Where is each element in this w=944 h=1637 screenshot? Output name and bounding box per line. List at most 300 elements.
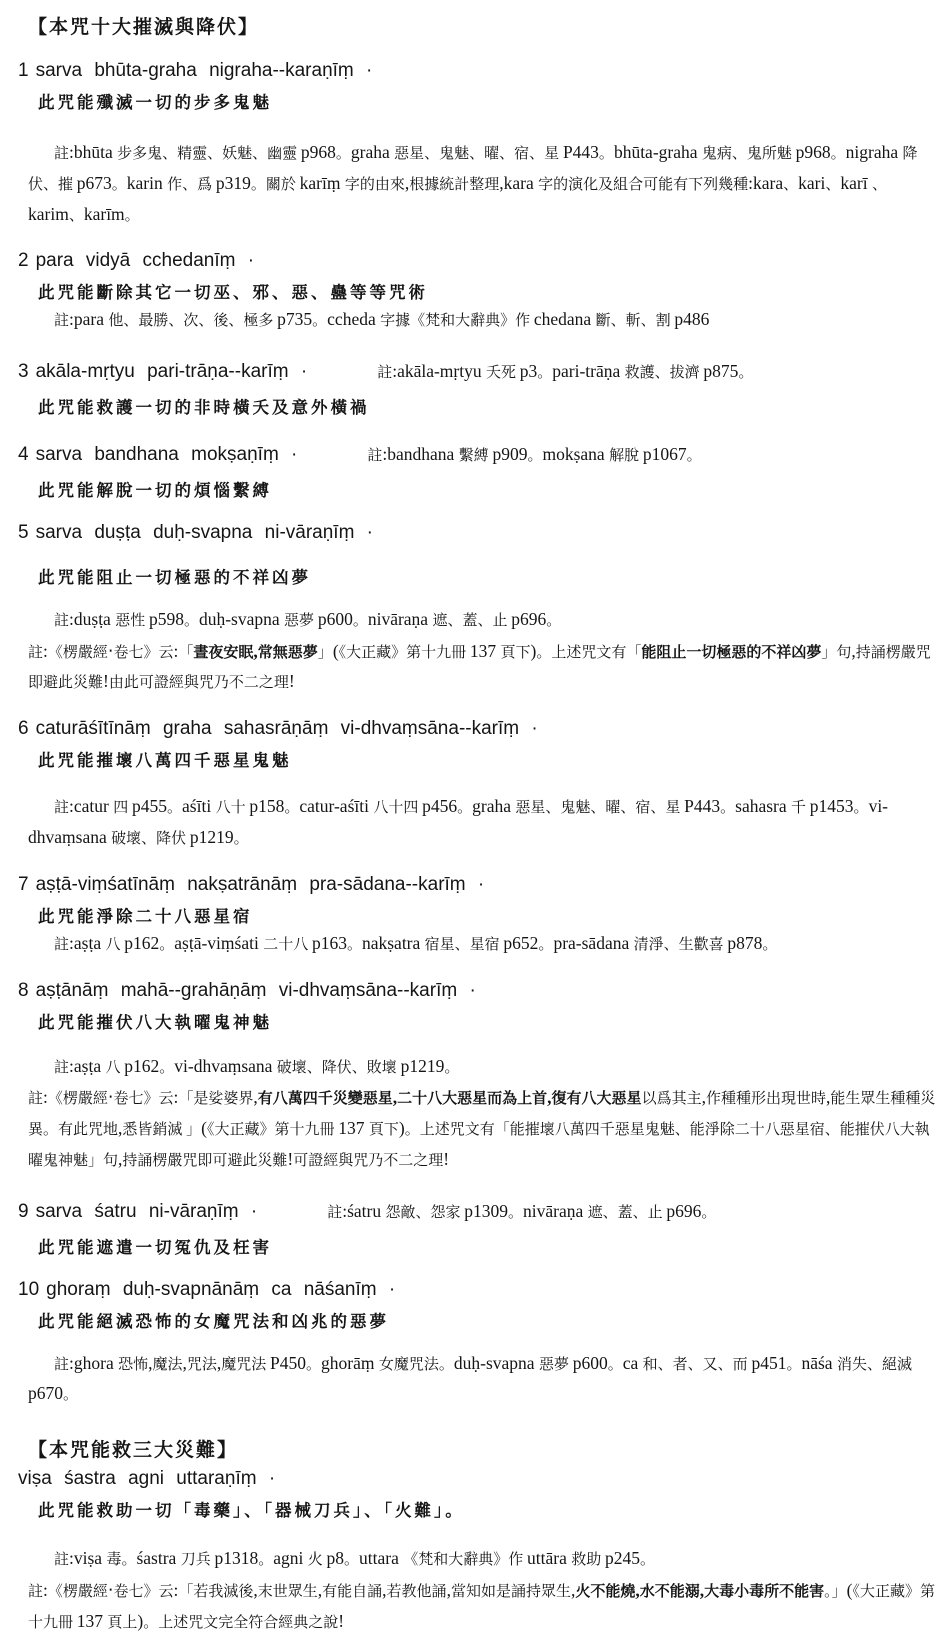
note-latin-term: :para [69, 309, 109, 330]
mantra-item [18, 874, 936, 959]
note-cjk-text: 註 [54, 936, 70, 953]
chinese-translation: 此咒能摧伏八大執曜鬼神魅 [38, 1012, 272, 1032]
note-cjk-text: 救助 [571, 1552, 605, 1569]
note-cjk-text: 註 [54, 1356, 70, 1373]
notes-group [18, 791, 936, 853]
note-cjk-text: 「是娑婆界 [178, 1091, 254, 1108]
note-cjk-text: 惡星、鬼魅、曜、宿、星 [515, 800, 685, 817]
note-latin-term: 137 [338, 1118, 369, 1139]
note-cjk-text: 《楞嚴經 [47, 644, 108, 661]
note-cjk-text: 咒法 [186, 1356, 217, 1373]
sanskrit-row [18, 980, 936, 1002]
note-cjk-text: 」句 [821, 644, 852, 661]
note-latin-term: ! [287, 1148, 294, 1169]
note-cjk-text: 頁下 [500, 644, 531, 661]
mantra-item [18, 356, 936, 418]
note-latin-term: p600 [572, 1352, 608, 1373]
note-cjk-text: 水不能溺 [639, 1583, 700, 1600]
note-cjk-text: 《大正藏》第十九冊 [206, 1122, 339, 1139]
sanskrit-text: sarva bandhana mokṣaṇīṃ · [35, 443, 298, 465]
note-cjk-text: 惡夢 [538, 1356, 573, 1373]
note-latin-term: nivāraṇa [523, 1200, 588, 1221]
note-latin-term: chedana [533, 309, 596, 330]
notes-group [18, 304, 936, 335]
note-latin-term: p670 [28, 1383, 63, 1404]
note-cjk-text: 。 [312, 313, 328, 330]
note-latin-term: : [43, 640, 48, 661]
note-latin-term: p1219 [400, 1055, 445, 1076]
note-latin-term: p1309 [464, 1200, 508, 1221]
note-cjk-text: 字的由來 [344, 176, 405, 193]
note-cjk-text: 。 [457, 800, 473, 817]
sanskrit-row [18, 356, 936, 387]
note-cjk-text: 註 [54, 800, 70, 817]
note-cjk-text: 。上述咒文有「 [536, 644, 642, 661]
note-latin-term: nigraha [845, 142, 903, 162]
note-latin-term: , [216, 1352, 222, 1373]
note-cjk-text: 可證經與咒乃不二之理 [293, 1152, 444, 1169]
sanskrit-text: sarva duṣṭa duḥ-svapna ni-vāraṇīṃ · [35, 521, 374, 543]
note-cjk-text: 卷七》云 [113, 1583, 174, 1600]
mantra-item [18, 60, 936, 229]
note-latin-term: p486 [674, 309, 710, 330]
note-latin-term: :aṣṭa [69, 1055, 106, 1076]
note-cjk-text: 。 [233, 830, 249, 847]
note-latin-term: , [446, 1579, 451, 1600]
note-latin-term: : [173, 1579, 179, 1600]
note-latin-term: agni [273, 1548, 308, 1569]
note-cjk-text: 千 [791, 800, 810, 817]
mantra-item [18, 1468, 936, 1636]
sanskrit-text: akāla-mṛtyu pari-trāṇa--karīṃ · [35, 361, 308, 383]
item-number: 5 [18, 521, 29, 543]
note-cjk-text: 」 [317, 644, 333, 661]
note-latin-term: p968 [300, 142, 336, 162]
note-latin-term: , [404, 172, 410, 193]
note-latin-term: ‧ [107, 640, 114, 661]
sanskrit-line [18, 718, 538, 740]
item-number: 9 [18, 1200, 29, 1222]
note-latin-term: mokṣana [542, 443, 610, 464]
note-paragraph [28, 1348, 936, 1410]
note-cjk-text: 和、者、又、而 [642, 1356, 752, 1373]
note-latin-term: p8 [326, 1548, 345, 1569]
sanskrit-line [18, 522, 373, 544]
sanskrit-row [18, 874, 936, 896]
note-cjk-text: 、 [825, 176, 841, 193]
sanskrit-row [18, 1279, 936, 1301]
note-latin-term: p451 [751, 1352, 787, 1373]
note-latin-term: :viṣa [69, 1548, 107, 1569]
note-cjk-text: 怨敵、怨家 [385, 1204, 465, 1221]
note-cjk-text: 。上述咒文有「能摧壞八萬四千惡星鬼魅、能淨除二十八惡星宿、能摧伏八大執曜鬼神魅」句 [28, 1122, 930, 1169]
note-latin-term: p455 [132, 796, 167, 817]
note-latin-term: : [43, 1087, 48, 1108]
note-cjk-text: 破壞、降伏 [111, 830, 190, 847]
notes-group [18, 928, 936, 959]
note-latin-term: p162 [124, 932, 160, 953]
note-cjk-text: 復有八大惡星 [551, 1091, 642, 1108]
note-cjk-text: 。 [786, 1356, 802, 1373]
note-cjk-text: 註 [54, 612, 70, 629]
note-cjk-text: 《楞嚴經 [47, 1583, 108, 1600]
note-cjk-text: 字的演化及組合可能有下列幾種 [538, 176, 749, 193]
note-cjk-text: 。 [63, 1387, 79, 1404]
notes-group [18, 137, 936, 229]
note-cjk-text: 。 [546, 612, 562, 629]
note-inline [367, 439, 701, 470]
note-latin-term: nakṣatra [361, 932, 425, 953]
note-cjk-text: 夭死 [485, 365, 520, 382]
note-latin-term: graha [350, 142, 395, 162]
note-cjk-text: 若教他誦 [386, 1583, 447, 1600]
note-cjk-text: 火 [307, 1552, 327, 1569]
note-cjk-text: 。關於 [250, 176, 300, 193]
note-cjk-text: 字據《梵和大辭典》作 [380, 313, 534, 330]
note-latin-term: karim [28, 203, 69, 224]
note-latin-term: p1219 [189, 826, 234, 847]
note-cjk-text: 八十四 [373, 800, 423, 817]
note-cjk-text: 註 [54, 313, 70, 330]
note-latin-term: ( [846, 1579, 853, 1600]
note-latin-term: p673 [76, 172, 112, 193]
section-header-ten-subjugations: 【本咒十大摧滅與降伏】 [28, 17, 260, 38]
note-latin-term: p3 [519, 361, 538, 382]
note-latin-term: p1067 [642, 443, 687, 464]
note-cjk-text: 。 [159, 1059, 175, 1076]
mantra-item [18, 980, 936, 1175]
note-cjk-text: 他、最勝、次、後、極多 [108, 313, 278, 330]
note-cjk-text: 。 [167, 800, 183, 817]
note-cjk-text: 註 [28, 1091, 44, 1108]
sanskrit-text: caturāśītīnāṃ graha sahasrāṇāṃ vi-dhvaṃsāna--karīṃ · [35, 718, 538, 740]
note-cjk-text: 二十八 [263, 936, 312, 953]
chinese-translation: 此咒能遮遣一切冤仇及枉害 [38, 1237, 272, 1257]
sanskrit-line [18, 444, 297, 466]
note-cjk-text: 。 [537, 365, 553, 382]
note-latin-term: , [382, 1579, 387, 1600]
note-latin-term: :duṣṭa [69, 608, 116, 629]
note-latin-term: nāśa [801, 1352, 837, 1373]
note-cjk-text: 繫縛 [458, 447, 493, 464]
note-cjk-text: 。 [183, 612, 199, 629]
note-latin-term: duḥ-svapna [453, 1352, 539, 1373]
section-2-items [18, 1468, 936, 1636]
note-paragraph [28, 1082, 936, 1174]
note-cjk-text: 四 [113, 800, 132, 817]
note-latin-term: vi-dhvaṃsana [28, 796, 889, 847]
note-cjk-text: 晝夜安眠 [193, 644, 254, 661]
note-latin-term: p1318 [214, 1548, 259, 1569]
note-cjk-text: 鬼病、鬼所魅 [701, 146, 796, 162]
note-cjk-text: 註 [54, 1552, 70, 1569]
note-cjk-text: 。 [527, 447, 543, 464]
note-paragraph [28, 1051, 936, 1082]
note-cjk-text: 「若我滅後 [178, 1583, 254, 1600]
note-cjk-text: 八 [105, 1059, 125, 1076]
note-latin-term: aśīti [182, 796, 216, 817]
note-latin-term: p696 [666, 1200, 702, 1221]
note-cjk-text: 。 [508, 1204, 524, 1221]
note-cjk-text: 有能自誦 [322, 1583, 383, 1600]
note-cjk-text: 《大正藏》第十九冊 [338, 644, 470, 661]
note-cjk-text: 頁下 [368, 1122, 399, 1139]
note-cjk-text: 悉皆銷滅 」 [122, 1122, 202, 1139]
note-cjk-text: 。 [444, 1059, 460, 1076]
note-cjk-text: 。 [686, 447, 702, 464]
note-latin-term: , [635, 1579, 640, 1600]
note-latin-term: :bandhana [382, 443, 459, 464]
note-cjk-text: 根據統計整理 [409, 176, 500, 193]
note-cjk-text: 註 [327, 1204, 343, 1221]
note-cjk-text: 註 [367, 447, 383, 464]
chinese-translation: 此咒能摧壞八萬四千惡星鬼魅 [38, 751, 292, 771]
sanskrit-line [18, 361, 307, 383]
note-latin-term: :catur [69, 796, 114, 817]
note-latin-term: , [148, 1352, 153, 1373]
item-number: 3 [18, 361, 29, 383]
notes-group [18, 604, 936, 697]
note-cjk-text: 魔法 [152, 1356, 183, 1373]
note-latin-term: ca [622, 1352, 643, 1373]
note-cjk-text: 。 [607, 1356, 623, 1373]
note-cjk-text: 惡星、鬼魅、曜、宿、星 [394, 146, 563, 162]
sanskrit-text: sarva śatru ni-vāraṇīṃ · [35, 1200, 258, 1222]
note-latin-term: ghorāṃ [321, 1352, 379, 1373]
note-paragraph [28, 636, 936, 698]
note-cjk-text: 作種種形出現世時 [705, 1091, 826, 1108]
note-cjk-text: 《大正藏》第十九冊 [28, 1583, 935, 1631]
sanskrit-row [18, 439, 936, 470]
sanskrit-line [18, 874, 484, 896]
note-paragraph [28, 304, 936, 335]
note-latin-term: ! [103, 671, 109, 692]
note-latin-term: pra-sādana [553, 932, 634, 953]
note-latin-term: ) [530, 640, 537, 661]
sanskrit-row [18, 522, 936, 544]
note-latin-term: karīṃ [299, 172, 345, 193]
note-latin-term: karīm [83, 203, 125, 224]
note-latin-term: p968 [795, 142, 831, 162]
note-cjk-text: 。 [284, 800, 300, 817]
note-cjk-text: 持誦楞嚴咒即避此災難 [28, 644, 931, 692]
note-latin-term: uttara [359, 1548, 404, 1569]
note-cjk-text: 註 [28, 644, 44, 661]
note-latin-term: , [547, 1087, 552, 1108]
note-latin-term: p600 [317, 608, 353, 629]
note-cjk-text: 惡性 [115, 612, 149, 629]
note-latin-term: P443 [684, 796, 721, 817]
note-latin-term: p696 [511, 608, 547, 629]
chinese-translation: 此咒能救助一切「毒藥」、「器械刀兵」、「火難」。 [38, 1501, 465, 1521]
note-latin-term: ! [338, 1610, 345, 1631]
note-latin-term: pari-trāṇa [552, 361, 625, 382]
note-latin-term: ) [137, 1610, 144, 1631]
note-cjk-text: 、 [68, 207, 84, 224]
mantra-item [18, 1279, 936, 1410]
note-cjk-text: 毒。 [106, 1552, 137, 1569]
note-cjk-text: 魔咒法 [221, 1356, 271, 1373]
note-cjk-text: 步多鬼、精靈、妖魅、幽靈 [117, 146, 301, 162]
note-cjk-text: 《梵和大辭典》作 [403, 1552, 528, 1569]
note-latin-term: nivāraṇa [367, 608, 433, 629]
sanskrit-line [18, 250, 254, 272]
note-cjk-text: 遮、蓋、止 [587, 1204, 667, 1221]
note-cjk-text: 遮、蓋、止 [432, 612, 512, 629]
sanskrit-row [18, 250, 936, 272]
mantra-item [18, 718, 936, 853]
note-cjk-text: 。 [762, 936, 778, 953]
note-paragraph [28, 604, 936, 635]
note-latin-term: śastra [136, 1548, 181, 1569]
note-cjk-text: 。 [111, 176, 127, 193]
note-latin-term: : [173, 640, 179, 661]
note-cjk-text: 。 [124, 207, 140, 224]
note-cjk-text: 恐怖 [118, 1356, 149, 1373]
chinese-translation: 此咒能解脫一切的煩惱繫縛 [38, 480, 272, 500]
note-latin-term: ‧ [107, 1579, 114, 1600]
note-latin-term: P443 [562, 142, 599, 162]
note-paragraph [28, 928, 936, 959]
note-latin-term: :śatru [342, 1200, 386, 1221]
note-paragraph [28, 1543, 936, 1574]
sanskrit-text: sarva bhūta-graha nigraha--karaṇīṃ · [35, 60, 373, 81]
note-latin-term: , [701, 1087, 706, 1108]
note-cjk-text: 註 [28, 1583, 44, 1600]
note-cjk-text: 救護、拔濟 [624, 365, 704, 382]
note-latin-term: uttāra [527, 1548, 572, 1569]
note-cjk-text: 大毒小毒所不能害 [704, 1583, 825, 1600]
chinese-translation: 此咒能殲滅一切的步多鬼魅 [38, 93, 272, 112]
note-latin-term: :akāla-mṛtyu [392, 361, 486, 382]
note-latin-term: , [118, 1118, 123, 1139]
mantra-item [18, 250, 936, 335]
note-latin-term: , [392, 1087, 398, 1108]
note-cjk-text: 作、爲 [167, 176, 216, 193]
note-latin-term: ( [332, 640, 339, 661]
note-inline [327, 1196, 716, 1227]
note-cjk-text: 當知如是誦持眾生 [450, 1583, 571, 1600]
note-latin-term: p878 [727, 932, 763, 953]
note-cjk-text: 。」 [824, 1583, 847, 1600]
note-cjk-text: 二十八大惡星而為上首 [397, 1091, 548, 1108]
note-latin-term: :aṣṭa [69, 932, 106, 953]
note-latin-term: 137 [469, 640, 501, 661]
note-cjk-text: 降伏、摧 [28, 146, 918, 193]
sanskrit-text: ghoraṃ duḥ-svapnānāṃ ca nāśanīṃ · [46, 1278, 396, 1300]
note-paragraph [28, 137, 936, 229]
notes-group [18, 1051, 936, 1175]
note-cjk-text: 破壞、降伏、敗壞 [276, 1059, 401, 1076]
note-latin-term: , [570, 1579, 576, 1600]
note-cjk-text: 。 [352, 612, 368, 629]
note-latin-term: karin [126, 172, 168, 193]
note-cjk-text: 註 [54, 146, 70, 162]
note-cjk-text: 以爲其主 [641, 1091, 702, 1108]
note-latin-term: p735 [277, 309, 313, 330]
note-latin-term: ccheda [327, 309, 381, 330]
sanskrit-line [18, 980, 476, 1002]
note-cjk-text: 刀兵 [180, 1552, 215, 1569]
note-cjk-text: 、 [783, 176, 799, 193]
mantra-item [18, 439, 936, 501]
note-latin-term: :bhūta [69, 142, 118, 162]
note-latin-term: , [825, 1087, 831, 1108]
note-latin-term: p652 [503, 932, 539, 953]
item-number: 7 [18, 873, 29, 895]
sanskrit-text: para vidyā cchedanīṃ · [35, 250, 255, 272]
note-cjk-text: 有八萬四千災變惡星 [257, 1091, 393, 1108]
note-latin-term: , [253, 1087, 258, 1108]
note-latin-term: ) [398, 1118, 405, 1139]
note-latin-term: duḥ-svapna [198, 608, 285, 629]
note-cjk-text: 卷七》云 [113, 644, 174, 661]
note-cjk-text: 。 [853, 800, 869, 817]
item-number: 10 [18, 1278, 40, 1300]
note-latin-term: , [182, 1352, 187, 1373]
note-latin-term: ‧ [107, 1087, 114, 1108]
note-latin-term: p456 [422, 796, 458, 817]
note-cjk-text: 能阻止一切極惡的不祥凶夢 [641, 644, 822, 661]
note-cjk-text: 火不能燒 [575, 1583, 636, 1600]
note-cjk-text: 、 [871, 176, 887, 193]
note-cjk-text: 註 [54, 1059, 70, 1076]
note-latin-term: , [317, 1579, 323, 1600]
chinese-translation: 此咒能斷除其它一切巫、邪、惡、蠱等等咒術 [38, 283, 428, 303]
note-cjk-text: 末世眾生 [257, 1583, 318, 1600]
note-latin-term: ! [288, 671, 295, 692]
note-latin-term: p909 [492, 443, 528, 464]
note-cjk-text: 八十 [215, 800, 250, 817]
note-latin-term: p158 [249, 796, 285, 817]
note-latin-term: :ghora [69, 1352, 119, 1373]
item-number: 6 [18, 718, 29, 740]
note-latin-term: sahasra [735, 796, 792, 817]
note-cjk-text: 能生眾生種種災異。有此咒地 [28, 1091, 936, 1139]
sanskrit-line [18, 60, 372, 82]
note-cjk-text: 斷、斬、割 [595, 313, 675, 330]
sanskrit-line [18, 1468, 275, 1490]
note-latin-term: karī [840, 172, 872, 193]
mantra-item [18, 1196, 936, 1258]
note-latin-term: p875 [703, 361, 739, 382]
chinese-translation: 此咒能救護一切的非時橫夭及意外橫禍 [38, 397, 370, 417]
note-latin-term: :kara [748, 172, 784, 193]
note-cjk-text: 由此可證經與咒乃不二之理 [108, 675, 289, 692]
note-cjk-text: 。 [306, 1356, 322, 1373]
note-latin-term: ,kara [499, 172, 539, 193]
note-latin-term: p163 [311, 932, 347, 953]
sanskrit-text: aṣṭānāṃ mahā--grahāṇāṃ vi-dhvaṃsāna--karīṃ · [35, 979, 476, 1001]
note-latin-term: : [173, 1087, 179, 1108]
note-cjk-text: 清淨、生歡喜 [633, 936, 728, 953]
note-latin-term: , [699, 1579, 705, 1600]
note-latin-term: p598 [148, 608, 184, 629]
note-latin-term: p319 [215, 172, 251, 193]
sanskrit-line [18, 1201, 257, 1223]
note-latin-term: ! [443, 1148, 450, 1169]
note-cjk-text: 。 [701, 1204, 717, 1221]
note-latin-term: , [253, 1579, 258, 1600]
note-latin-term: ( [201, 1118, 207, 1139]
note-cjk-text: 。 [720, 800, 736, 817]
note-latin-term: p245 [605, 1548, 640, 1569]
note-cjk-text: 。 [640, 1552, 656, 1569]
note-latin-term: P450 [270, 1352, 307, 1373]
note-latin-term: p1453 [809, 796, 854, 817]
item-number: 4 [18, 443, 29, 465]
note-paragraph [28, 791, 936, 853]
